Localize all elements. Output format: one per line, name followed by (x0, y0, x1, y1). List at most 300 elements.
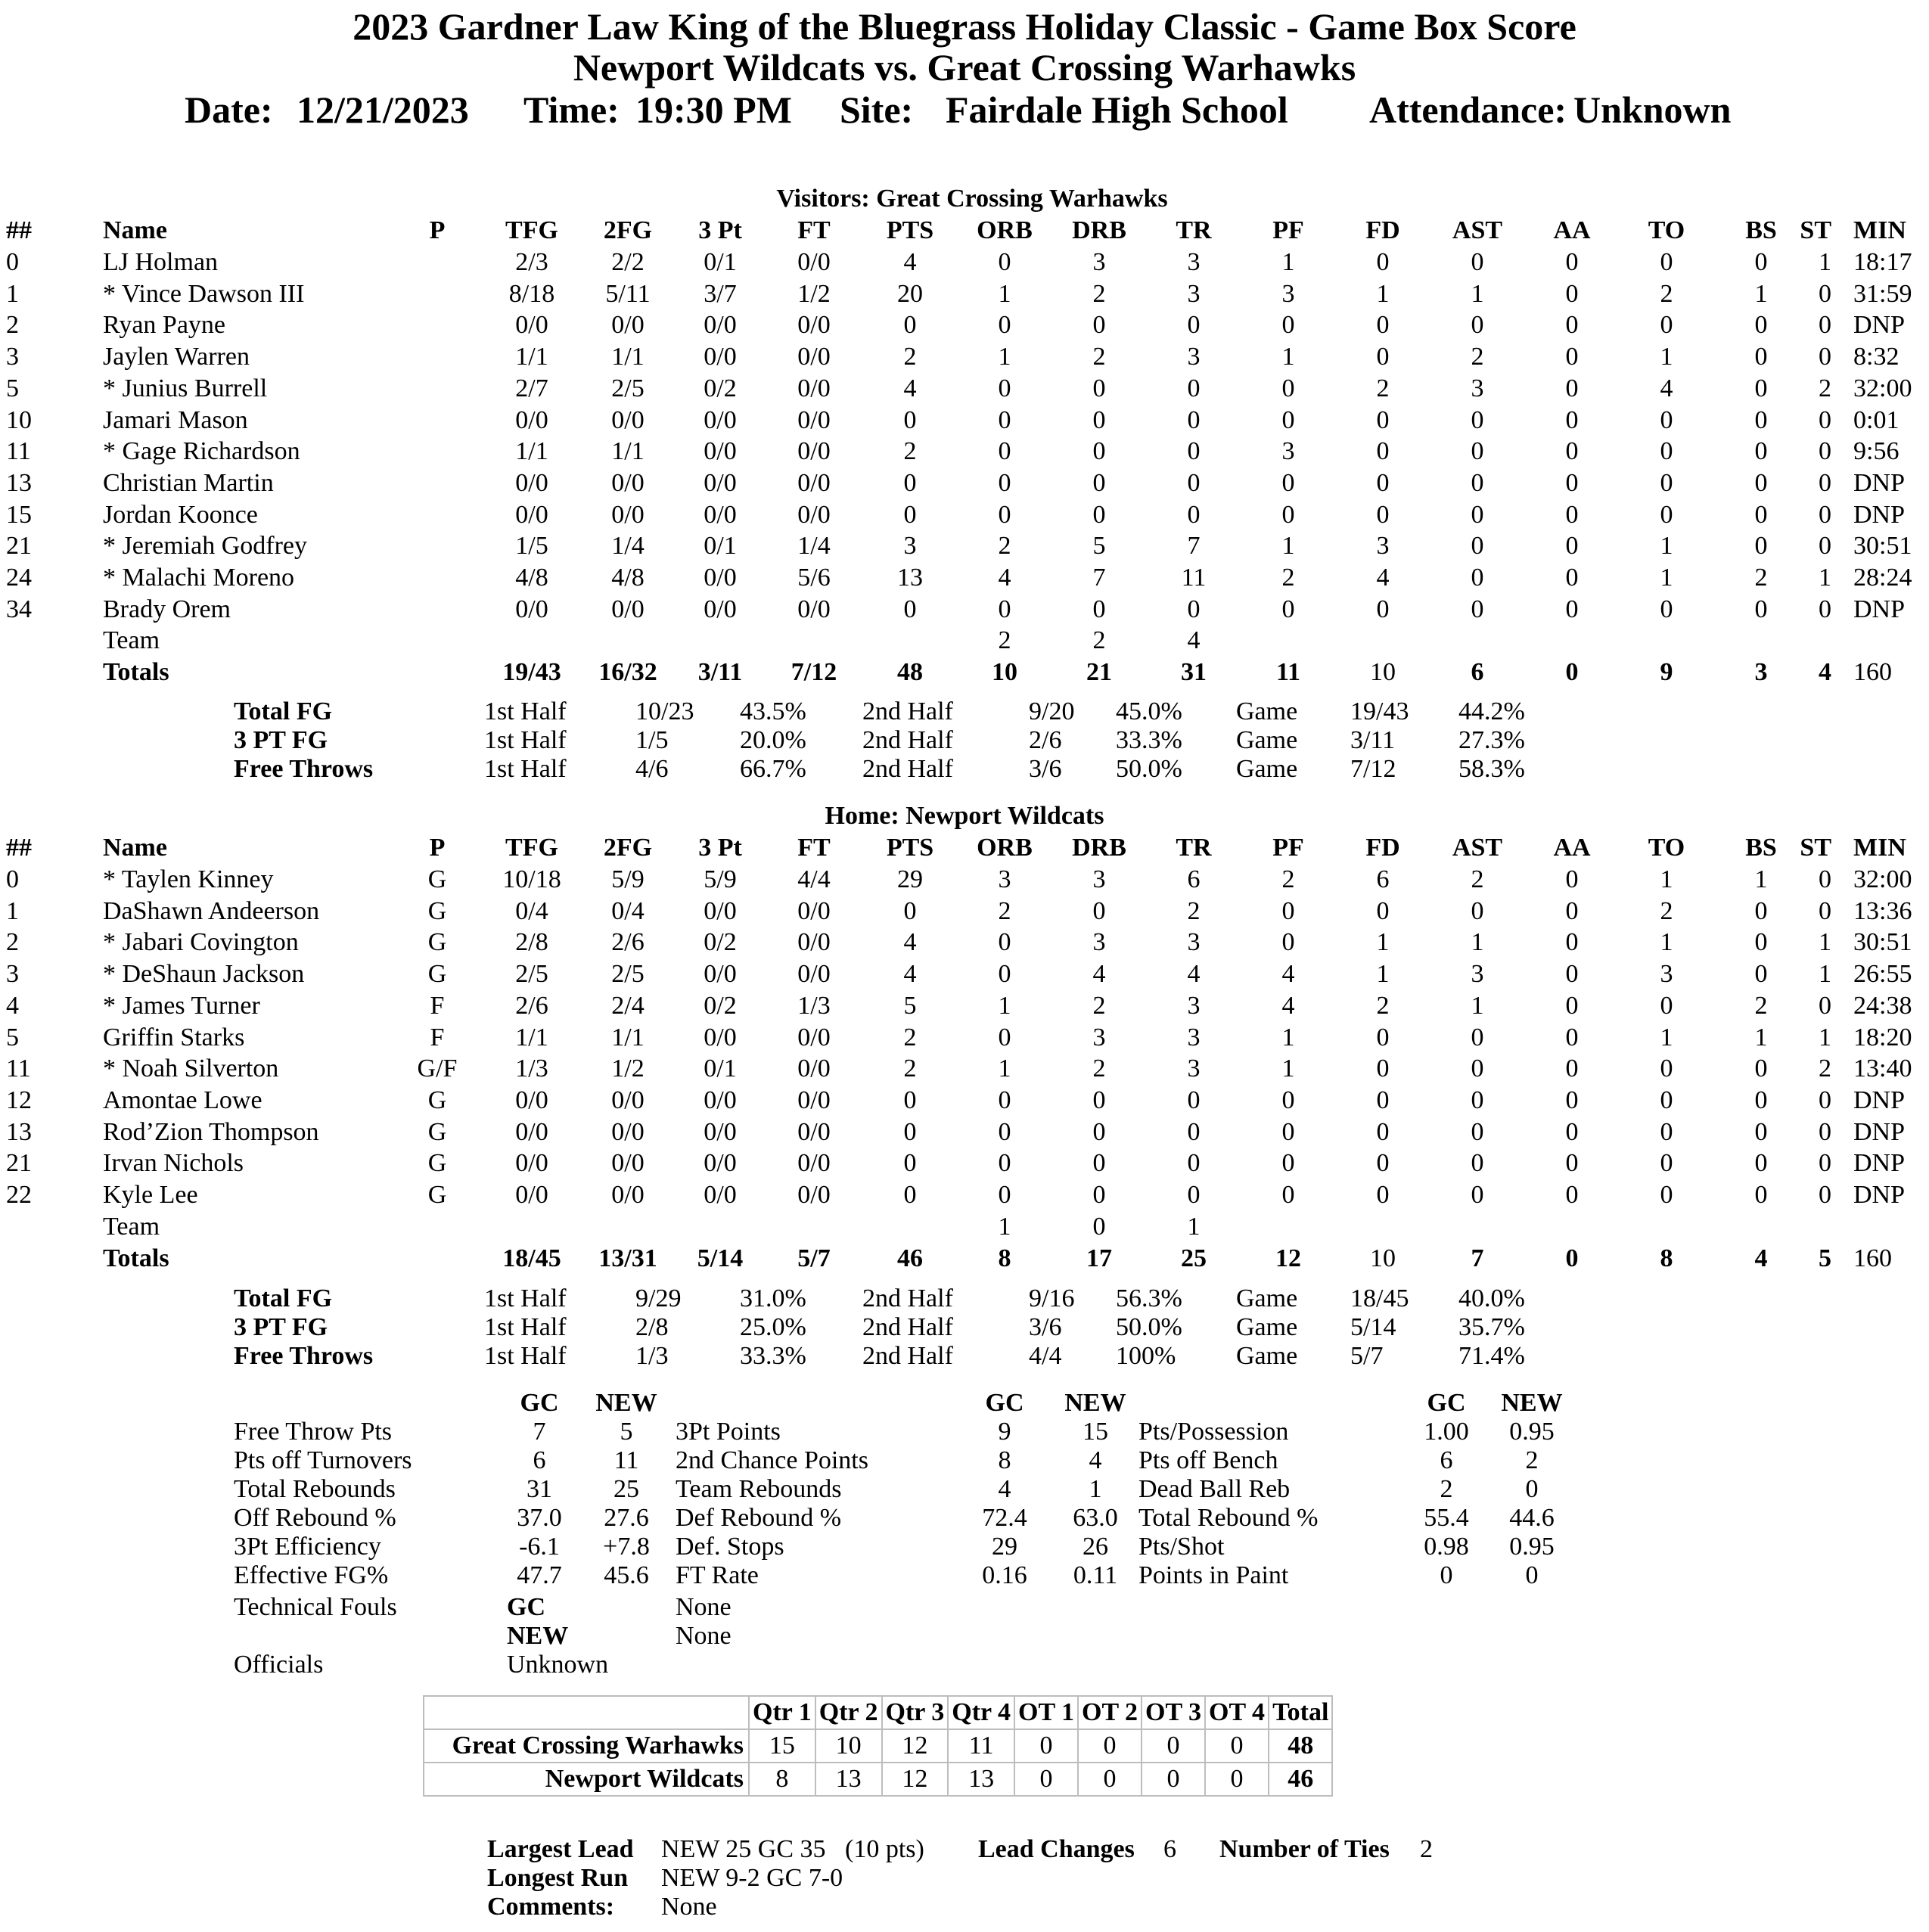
totals-cell: 17 (1086, 1244, 1112, 1272)
team-stats-new-header: NEW (1501, 1389, 1563, 1417)
report-title: 2023 Gardner Law King of the Bluegrass Holiday Classic - Game Box Score (353, 5, 1576, 48)
stat-cell: 0 (998, 595, 1011, 623)
stat-cell: 1/4 (797, 532, 831, 560)
stat-cell: 32:00 (1853, 865, 1912, 893)
player-name: Ryan Payne (103, 311, 225, 339)
column-header: DRB (1072, 834, 1126, 862)
stat-cell: 0 (1376, 501, 1390, 529)
stat-cell: 0 (1660, 1055, 1673, 1082)
column-header: PTS (886, 216, 934, 244)
stat-cell: 4 (1660, 374, 1673, 402)
stat-cell: 4 (1092, 960, 1106, 988)
stat-cell: 2/2 (611, 248, 645, 276)
stat-cell: 10/18 (502, 865, 561, 893)
home-heading: Home: Newport Wildcats (825, 802, 1104, 830)
column-header: ## (6, 216, 32, 244)
team-stat-label: Pts off Turnovers (234, 1446, 412, 1474)
stat-cell: 0/0 (515, 469, 548, 497)
longest-run-label: Longest Run (487, 1864, 629, 1892)
shooting-cell: 1st Half (484, 697, 567, 725)
stat-cell: 0 (1565, 1149, 1579, 1177)
stat-cell: 0 (998, 469, 1011, 497)
stat-cell: 2 (903, 343, 917, 371)
team-stat-new: 0.95 (1509, 1533, 1555, 1561)
player-name: * Jabari Covington (103, 928, 299, 956)
shooting-cell: 66.7% (740, 755, 806, 783)
linescore-period-header: OT 4 (1205, 1696, 1269, 1729)
column-header: AA (1553, 216, 1591, 244)
team-stats-gc-header: GC (520, 1389, 559, 1417)
longest-run-value: NEW 9-2 GC 7-0 (661, 1864, 843, 1892)
team-stat-new: 27.6 (604, 1504, 649, 1532)
stat-cell: 18:20 (1853, 1023, 1912, 1051)
shooting-cell: 4/4 (1029, 1342, 1062, 1370)
stat-cell: 0 (1565, 280, 1579, 308)
stat-cell: 0 (1092, 1149, 1106, 1177)
shooting-cell: 33.3% (1116, 726, 1182, 754)
stat-cell: 0 (1565, 374, 1579, 402)
stat-cell: DNP (1853, 595, 1906, 623)
stat-cell: 0 (1281, 501, 1295, 529)
game-time: 19:30 PM (635, 89, 792, 131)
stat-cell: G (427, 1086, 447, 1114)
stat-cell: 20 (897, 280, 923, 308)
stat-cell: 11 (6, 1055, 31, 1082)
game-date: 12/21/2023 (297, 89, 469, 131)
stat-cell: 0 (1471, 311, 1484, 339)
column-header: PF (1272, 834, 1304, 862)
stat-cell: 3 (1187, 1023, 1201, 1051)
stat-cell: 3 (6, 343, 19, 371)
stat-cell: 3 (1187, 280, 1201, 308)
stat-cell: 0/0 (797, 897, 831, 925)
column-header: PTS (886, 834, 934, 862)
stat-cell: 0 (1281, 374, 1295, 402)
player-name: * Junius Burrell (103, 374, 268, 402)
stat-cell: 4/8 (611, 564, 645, 592)
linescore-period-score: 0 (1078, 1729, 1142, 1763)
stat-cell: 0 (998, 1086, 1011, 1114)
stat-cell: 3 (998, 865, 1011, 893)
stat-cell: 0 (1565, 865, 1579, 893)
totals-cell: 7/12 (791, 658, 837, 686)
stat-cell: 1/1 (611, 1023, 645, 1051)
team-stat-gc: 6 (533, 1446, 546, 1474)
team-stat-label: 3Pt Efficiency (234, 1533, 381, 1561)
stat-cell: 0 (903, 897, 917, 925)
shooting-cell: Game (1236, 1342, 1298, 1370)
stat-cell: 0 (903, 1149, 917, 1177)
stat-cell: 0 (1471, 595, 1484, 623)
stat-cell: 0/0 (797, 343, 831, 371)
stat-cell: 0 (1281, 311, 1295, 339)
stat-cell: 2 (1281, 865, 1295, 893)
stat-cell: 0 (1471, 897, 1484, 925)
stat-cell: 2 (903, 437, 917, 465)
attendance-label: Attendance: (1369, 89, 1567, 131)
stat-cell: 0/0 (797, 248, 831, 276)
stat-cell: 22 (6, 1181, 32, 1209)
shooting-cell: 18/45 (1350, 1284, 1409, 1312)
stat-cell: 0/1 (704, 532, 737, 560)
stat-cell: 0 (1471, 248, 1484, 276)
stat-cell: 0 (1754, 532, 1768, 560)
stat-cell: 0 (998, 406, 1011, 434)
linescore-period-header: OT 3 (1142, 1696, 1205, 1729)
stat-cell: 0 (903, 406, 917, 434)
stat-cell: 0 (1471, 1181, 1484, 1209)
stat-cell: 0 (1471, 437, 1484, 465)
stat-cell: 0 (1376, 897, 1390, 925)
team-stat-new: 26 (1083, 1533, 1108, 1561)
column-header: P (429, 834, 446, 862)
totals-cell: 10 (1370, 1244, 1396, 1272)
linescore-period-score: 0 (1078, 1763, 1142, 1796)
player-name: Jaylen Warren (103, 343, 250, 371)
stat-cell: 3 (1092, 865, 1106, 893)
stat-cell: 0/2 (704, 928, 737, 956)
shooting-cell: 58.3% (1458, 755, 1525, 783)
column-header: TR (1176, 216, 1212, 244)
shooting-label: Total FG (234, 697, 333, 725)
stat-cell: 0/0 (515, 1118, 548, 1146)
stat-cell: 0 (1660, 1149, 1673, 1177)
stat-cell: 31:59 (1853, 280, 1912, 308)
stat-cell: 0 (1092, 595, 1106, 623)
stat-cell: 3 (1092, 928, 1106, 956)
stat-cell: 0/0 (611, 1149, 645, 1177)
stat-cell: 0 (998, 248, 1011, 276)
team-stat-gc: 47.7 (517, 1561, 562, 1589)
stat-cell: 2 (1754, 992, 1768, 1020)
stat-cell: 0 (1660, 248, 1673, 276)
stat-cell: 0 (1092, 437, 1106, 465)
stat-cell: 0 (1819, 1118, 1831, 1146)
stat-cell: 2/5 (515, 960, 548, 988)
team-stat-label: Off Rebound % (234, 1504, 396, 1532)
linescore-period-header: Qtr 1 (749, 1696, 815, 1729)
stat-cell: 0/0 (704, 406, 737, 434)
stat-cell: 0/0 (515, 311, 548, 339)
totals-cell: 3 (1754, 658, 1768, 686)
stat-cell: 0 (6, 865, 19, 893)
stat-cell: 1 (1660, 343, 1673, 371)
totals-cell: 31 (1181, 658, 1207, 686)
player-name: * Gage Richardson (103, 437, 300, 465)
stat-cell: 0 (1281, 897, 1295, 925)
stat-cell: 2/6 (611, 928, 645, 956)
stat-cell: 0 (1187, 437, 1201, 465)
stat-cell: 7 (1187, 532, 1201, 560)
stat-cell: 0/0 (704, 501, 737, 529)
stat-cell: G (427, 1181, 447, 1209)
stat-cell: 0 (1565, 248, 1579, 276)
stat-cell: 0/1 (704, 1055, 737, 1082)
linescore-period-header: OT 2 (1078, 1696, 1142, 1729)
stat-cell: 0 (998, 1149, 1011, 1177)
column-header: TO (1648, 216, 1685, 244)
stat-cell: 0 (998, 437, 1011, 465)
shooting-cell: 100% (1116, 1342, 1176, 1370)
column-header: 3 Pt (698, 216, 742, 244)
stat-cell: 3 (6, 960, 19, 988)
column-header: Name (103, 834, 167, 862)
totals-cell: 12 (1275, 1244, 1301, 1272)
totals-cell: 0 (1565, 1244, 1579, 1272)
stat-cell: 13:36 (1853, 897, 1912, 925)
team-stats-new-header: NEW (1064, 1389, 1126, 1417)
shooting-label: 3 PT FG (234, 1313, 328, 1341)
stat-cell: 0 (1187, 1086, 1201, 1114)
stat-cell: 0/0 (704, 960, 737, 988)
stat-cell: DNP (1853, 501, 1906, 529)
stat-cell: 0 (1187, 1181, 1201, 1209)
stat-cell: 0 (1565, 343, 1579, 371)
officials-label: Officials (234, 1651, 324, 1679)
team-stat-label: 3Pt Points (676, 1418, 781, 1446)
team-stat-gc: 1.00 (1424, 1418, 1469, 1446)
stat-cell: 0 (1819, 595, 1831, 623)
stat-cell: 0 (903, 1086, 917, 1114)
comments-value: None (661, 1893, 717, 1921)
stat-cell: 0 (1565, 1055, 1579, 1082)
player-name: * Jeremiah Godfrey (103, 532, 308, 560)
matchup-title: Newport Wildcats vs. Great Crossing Warhawks (573, 46, 1356, 89)
stat-cell: 0 (1471, 532, 1484, 560)
totals-cell: 5/14 (697, 1244, 744, 1272)
column-header: FT (797, 216, 831, 244)
stat-cell: 0 (1092, 311, 1106, 339)
column-header: MIN (1853, 834, 1906, 862)
shooting-cell: 3/6 (1029, 755, 1062, 783)
stat-cell: 0/0 (611, 311, 645, 339)
team-stat-gc: 0.98 (1424, 1533, 1469, 1561)
player-name: * James Turner (103, 992, 260, 1020)
stat-cell: 0 (1819, 992, 1831, 1020)
column-header: AST (1452, 834, 1503, 862)
shooting-cell: 2nd Half (862, 755, 953, 783)
stat-cell: 11 (1181, 564, 1207, 592)
stat-cell: 0/0 (704, 1118, 737, 1146)
team-tr: 1 (1187, 1213, 1201, 1241)
stat-cell: 1 (1754, 1023, 1768, 1051)
technical-fouls-new-team: NEW (507, 1622, 569, 1650)
stat-cell: 11 (6, 437, 31, 465)
largest-lead-label: Largest Lead (487, 1835, 634, 1863)
stat-cell: 0/0 (797, 1118, 831, 1146)
stat-cell: 0 (1565, 595, 1579, 623)
stat-cell: 0 (1471, 406, 1484, 434)
stat-cell: 0/0 (797, 406, 831, 434)
stat-cell: 0 (1819, 1086, 1831, 1114)
stat-cell: 5/9 (704, 865, 737, 893)
player-name: Brady Orem (103, 595, 231, 623)
stat-cell: 1 (1376, 928, 1390, 956)
column-header: ## (6, 834, 32, 862)
stat-cell: 4 (903, 960, 917, 988)
shooting-cell: Game (1236, 726, 1298, 754)
stat-cell: 1 (1471, 992, 1484, 1020)
stat-cell: 1 (1660, 865, 1673, 893)
stat-cell: 13:40 (1853, 1055, 1912, 1082)
team-stat-new: 0.95 (1509, 1418, 1555, 1446)
totals-cell: 11 (1275, 658, 1301, 686)
stat-cell: G/F (417, 1055, 458, 1082)
totals-cell: 4 (1754, 1244, 1768, 1272)
linescore-period-score: 8 (749, 1763, 815, 1796)
stat-cell: 1 (1660, 928, 1673, 956)
stat-cell: DNP (1853, 1086, 1906, 1114)
stat-cell: 2/6 (515, 992, 548, 1020)
stat-cell: 0 (1754, 501, 1768, 529)
team-stat-new: 11 (613, 1446, 639, 1474)
team-stat-new: 1 (1089, 1475, 1102, 1503)
stat-cell: 0 (1281, 1086, 1295, 1114)
stat-cell: 29 (897, 865, 923, 893)
stat-cell: 0/0 (611, 595, 645, 623)
stat-cell: 0 (1376, 1149, 1390, 1177)
linescore-period-score: 0 (1205, 1729, 1269, 1763)
stat-cell: 0 (1092, 374, 1106, 402)
team-stat-new: 5 (620, 1418, 633, 1446)
stat-cell: 6 (1187, 865, 1201, 893)
team-drb: 2 (1092, 626, 1106, 654)
totals-cell: 160 (1853, 658, 1892, 686)
stat-cell: 0 (998, 1118, 1011, 1146)
totals-cell: 9 (1660, 658, 1673, 686)
team-stat-new: 0 (1525, 1561, 1539, 1589)
stat-cell: 0 (1565, 1023, 1579, 1051)
stat-cell: 0/0 (797, 1149, 831, 1177)
player-name: Jordan Koonce (103, 501, 258, 529)
number-of-ties-label: Number of Ties (1219, 1835, 1390, 1863)
shooting-cell: 9/16 (1029, 1284, 1075, 1312)
stat-cell: 0 (1187, 595, 1201, 623)
shooting-cell: 1st Half (484, 755, 567, 783)
stat-cell: 24 (6, 564, 32, 592)
shooting-cell: 19/43 (1350, 697, 1409, 725)
stat-cell: 0 (1565, 532, 1579, 560)
linescore-team-name: Great Crossing Warhawks (424, 1729, 749, 1763)
stat-cell: 0 (1565, 406, 1579, 434)
stat-cell: 0:01 (1853, 406, 1899, 434)
stat-cell: 0/0 (797, 501, 831, 529)
stat-cell: 9:56 (1853, 437, 1899, 465)
shooting-cell: 9/20 (1029, 697, 1075, 725)
stat-cell: 0/2 (704, 374, 737, 402)
stat-cell: 0 (1819, 406, 1831, 434)
team-stat-new: 25 (613, 1475, 639, 1503)
team-stat-gc: -6.1 (519, 1533, 560, 1561)
stat-cell: 0 (903, 469, 917, 497)
stat-cell: 3 (1187, 248, 1201, 276)
stat-cell: 4 (6, 992, 19, 1020)
stat-cell: 0 (1281, 1149, 1295, 1177)
shooting-cell: 31.0% (740, 1284, 806, 1312)
stat-cell: 1 (1281, 343, 1295, 371)
team-stat-new: 0 (1525, 1475, 1539, 1503)
stat-cell: 0 (1660, 311, 1673, 339)
stat-cell: 4/4 (797, 865, 831, 893)
stat-cell: 0 (998, 928, 1011, 956)
shooting-cell: 20.0% (740, 726, 806, 754)
shooting-cell: 50.0% (1116, 755, 1182, 783)
stat-cell: F (430, 992, 445, 1020)
stat-cell: 0/0 (704, 1149, 737, 1177)
totals-label: Totals (103, 658, 169, 686)
stat-cell: 2/3 (515, 248, 548, 276)
stat-cell: 1/2 (611, 1055, 645, 1082)
stat-cell: 2 (903, 1055, 917, 1082)
column-header: AA (1553, 834, 1591, 862)
stat-cell: 0/4 (515, 897, 548, 925)
stat-cell: 0/0 (704, 564, 737, 592)
stat-cell: 0 (1565, 437, 1579, 465)
stat-cell: 0 (1819, 897, 1831, 925)
shooting-cell: Game (1236, 697, 1298, 725)
column-header: AST (1452, 216, 1503, 244)
stat-cell: 1 (1281, 1055, 1295, 1082)
stat-cell: 0 (1565, 1118, 1579, 1146)
shooting-cell: 2nd Half (862, 697, 953, 725)
shooting-cell: 5/14 (1350, 1313, 1396, 1341)
stat-cell: 0 (1092, 897, 1106, 925)
stat-cell: 0 (1754, 343, 1768, 371)
stat-cell: 1 (1754, 280, 1768, 308)
linescore-row (424, 1729, 1332, 1763)
stat-cell: 32:00 (1853, 374, 1912, 402)
stat-cell: G (427, 865, 447, 893)
team-stat-gc: 7 (533, 1418, 546, 1446)
stat-cell: 0/0 (797, 928, 831, 956)
player-name: Jamari Mason (103, 406, 248, 434)
shooting-cell: 10/23 (635, 697, 694, 725)
totals-cell: 3/11 (697, 658, 743, 686)
technical-fouls-gc-team: GC (507, 1593, 545, 1621)
team-stat-label: Dead Ball Reb (1138, 1475, 1291, 1503)
linescore-period-score: 12 (882, 1763, 949, 1796)
team-stat-label: Free Throw Pts (234, 1418, 393, 1446)
stat-cell: 34 (6, 595, 32, 623)
linescore-period-score: 0 (1014, 1763, 1078, 1796)
shooting-cell: 1/3 (635, 1342, 669, 1370)
column-header: MIN (1853, 216, 1906, 244)
shooting-cell: 3/6 (1029, 1313, 1062, 1341)
stat-cell: 0 (1565, 928, 1579, 956)
stat-cell: 1 (998, 343, 1011, 371)
linescore-period-score: 10 (815, 1729, 882, 1763)
stat-cell: 0 (1187, 406, 1201, 434)
linescore-header-row (424, 1696, 1332, 1729)
team-stat-gc: 4 (998, 1475, 1011, 1503)
shooting-label: 3 PT FG (234, 726, 328, 754)
stat-cell: 0 (1565, 564, 1579, 592)
stat-cell: 3 (1187, 992, 1201, 1020)
totals-cell: 160 (1853, 1244, 1892, 1272)
totals-cell: 46 (897, 1244, 923, 1272)
team-stat-new: 0.11 (1073, 1561, 1118, 1589)
stat-cell: 0 (1092, 469, 1106, 497)
stat-cell: 0 (1754, 1086, 1768, 1114)
largest-lead-value: NEW 25 GC 35 (10 pts) (661, 1835, 924, 1863)
totals-cell: 5/7 (797, 1244, 831, 1272)
stat-cell: 0/0 (797, 595, 831, 623)
stat-cell: 0/0 (797, 1086, 831, 1114)
stat-cell: 0/0 (515, 1181, 548, 1209)
stat-cell: 0 (1281, 469, 1295, 497)
player-name: DaShawn Andeerson (103, 897, 320, 925)
shooting-cell: 2nd Half (862, 1342, 953, 1370)
